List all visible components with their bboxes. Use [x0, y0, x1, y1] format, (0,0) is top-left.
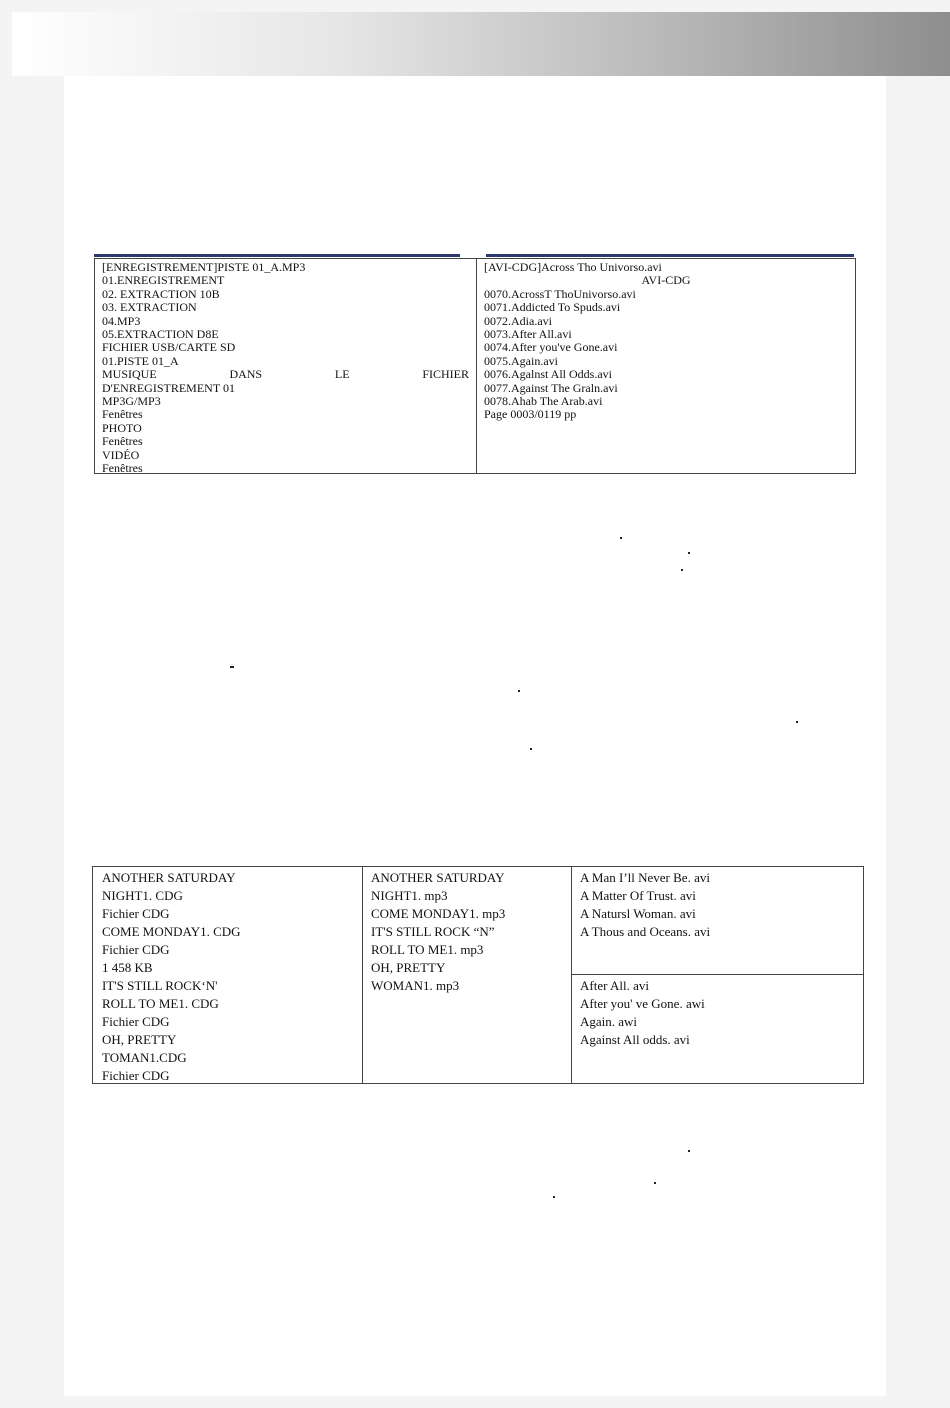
file-line: After All. avi: [580, 978, 649, 993]
menu-line: Fenêtres: [102, 461, 143, 476]
list-item: 0072.Adia.avi: [484, 313, 552, 328]
scan-speck: [681, 569, 683, 571]
mp3-files-column: [363, 867, 572, 1083]
file-line: 1 458 KB: [102, 960, 153, 975]
list-title: [AVI-CDG]Across Tho Univorso.avi: [484, 260, 662, 274]
file-line: ANOTHER SATURDAY: [102, 870, 236, 885]
menu-line: 01.ENREGISTREMENT: [102, 273, 225, 288]
scan-speck: [688, 1150, 690, 1152]
recording-menu-column: [95, 259, 477, 476]
page-indicator: Page 0003/0119 pp: [484, 407, 577, 422]
table-top-rule-right: [486, 254, 854, 257]
header-gradient-bar: [12, 12, 950, 76]
menu-line: 03. EXTRACTION: [102, 300, 197, 315]
menu-line: VIDÉO: [102, 447, 140, 462]
menu-line: Fenêtres: [102, 434, 143, 449]
scan-speck: [530, 748, 532, 750]
menu-line: 02. EXTRACTION 10B: [102, 286, 220, 301]
file-line: COME MONDAY1. CDG: [102, 924, 241, 939]
list-item: 0074.After you've Gone.avi: [484, 340, 618, 355]
scan-speck: [654, 1182, 656, 1184]
file-line: ANOTHER SATURDAY: [371, 870, 505, 885]
menu-line: 04.MP3: [102, 313, 141, 328]
menu-line: PHOTO: [102, 420, 142, 435]
list-item: 0076.Agalnst All Odds.avi: [484, 367, 612, 382]
scan-speck: [796, 721, 798, 723]
file-line: Fichier CDG: [102, 906, 170, 921]
scan-speck: [230, 666, 234, 668]
menu-line: FICHIER USB/CARTE SD: [102, 340, 236, 355]
file-line: IT'S STILL ROCK “N”: [371, 924, 495, 939]
music-menu-table: [94, 258, 856, 474]
file-line: Again. awi: [580, 1014, 638, 1029]
file-line: ROLL TO ME1. CDG: [102, 996, 219, 1011]
file-line: Fichier CDG: [102, 1068, 170, 1083]
menu-line: [ENREGISTREMENT]PISTE 01_A.MP3: [102, 260, 306, 274]
file-line: A Man I’ll Never Be. avi: [580, 870, 710, 885]
list-item: 0073.After All.avi: [484, 327, 572, 342]
file-line: Fichier CDG: [102, 1014, 170, 1029]
menu-line: 01.PISTE 01_A: [102, 353, 179, 368]
avi-files-bottom-cell: [572, 975, 863, 1083]
word: DANS: [229, 367, 263, 382]
menu-line: 05.EXTRACTION D8E: [102, 327, 219, 342]
scan-speck: [688, 552, 690, 554]
table-top-rule-left: [94, 254, 460, 257]
file-line: OH, PRETTY: [102, 1032, 177, 1047]
menu-line: Fenêtres: [102, 407, 143, 422]
file-line: OH, PRETTY: [371, 960, 446, 975]
menu-line: D'ENREGISTREMENT 01: [102, 380, 235, 395]
file-line: A Matter Of Trust. avi: [580, 888, 696, 903]
file-line: IT'S STILL ROCK‘N': [102, 978, 218, 993]
file-list-table: [92, 866, 864, 1084]
list-item: 0075.Again.avi: [484, 353, 558, 368]
file-line: TOMAN1.CDG: [102, 1050, 187, 1065]
avi-cdg-list-column: [477, 259, 855, 473]
word: FICHIER: [422, 367, 469, 382]
scan-speck: [620, 537, 622, 539]
file-line: NIGHT1. mp3: [371, 888, 448, 903]
file-line: NIGHT1. CDG: [102, 888, 183, 903]
file-line: A Thous and Oceans. avi: [580, 924, 711, 939]
word: MUSIQUE: [102, 367, 157, 382]
scan-speck: [518, 690, 520, 692]
list-item: 0077.Against The Graln.avi: [484, 380, 618, 395]
avi-files-column: [572, 867, 863, 1083]
word: LE: [334, 367, 350, 382]
file-line: Fichier CDG: [102, 942, 170, 957]
list-item: 0070.AcrossT ThoUnivorso.avi: [484, 286, 636, 301]
list-item: 0078.Ahab The Arab.avi: [484, 394, 603, 409]
file-line: COME MONDAY1. mp3: [371, 906, 506, 921]
list-item: 0071.Addicted To Spuds.avi: [484, 300, 621, 315]
cdg-files-column: [93, 867, 363, 1083]
list-subtitle: AVI-CDG: [641, 273, 691, 288]
file-line: Against All odds. avi: [580, 1032, 690, 1047]
menu-line: MP3G/MP3: [102, 394, 161, 409]
scan-speck: [553, 1196, 555, 1198]
justified-line: [102, 368, 469, 381]
file-line: A Natursl Woman. avi: [580, 906, 696, 921]
file-line: WOMAN1. mp3: [371, 978, 460, 993]
avi-files-top-cell: [572, 867, 863, 975]
file-line: ROLL TO ME1. mp3: [371, 942, 484, 957]
file-line: After you' ve Gone. awi: [580, 996, 705, 1011]
